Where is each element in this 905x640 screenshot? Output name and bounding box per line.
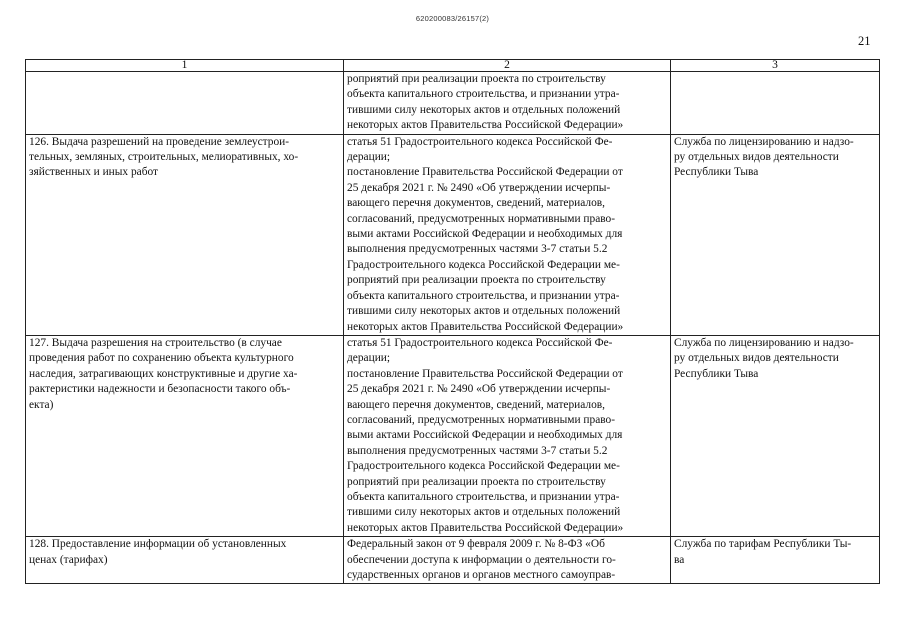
cell-text-line: ру отдельных видов деятельности — [674, 352, 839, 365]
page-number: 21 — [858, 34, 871, 48]
authority-cell — [671, 537, 880, 584]
authority-cell — [671, 335, 880, 536]
cell-text-line: Республики Тыва — [674, 166, 759, 179]
cell-text-line: Служба по тарифам Республики Ты- — [674, 538, 852, 551]
legal-basis-cell — [344, 335, 671, 536]
cell-text-line: выполнения предусмотренных частями 3-7 статьи 5.2 — [347, 444, 608, 457]
service-cell — [26, 537, 344, 584]
column-header-2: 2 — [344, 60, 671, 72]
cell-text-line: статья 51 Градостроительного кодекса Российской Фе- — [347, 135, 613, 148]
cell-text-line: роприятий при реализации проекта по строительству — [347, 73, 606, 85]
cell-text-line: тившими силу некоторых актов и отдельных положений — [347, 506, 621, 519]
cell-text-line: согласований, предусмотренных нормативными право- — [347, 413, 616, 426]
cell-text-line: объекта капитального строительства, и признании утра- — [347, 490, 620, 503]
table-header-row — [26, 60, 880, 72]
cell-text-line: некоторых актов Правительства Российской Федерации» — [347, 119, 624, 132]
cell-text-line: статья 51 Градостроительного кодекса Российской Фе- — [347, 336, 613, 349]
cell-text-line: дерации; — [347, 352, 391, 365]
cell-text-line: зяйственных и иных работ — [29, 166, 159, 179]
cell-text-line: некоторых актов Правительства Российской Федерации» — [347, 320, 624, 333]
cell-text-line: вающего перечня документов, сведений, материалов, — [347, 197, 606, 210]
legal-basis-cell — [344, 134, 671, 335]
cell-text-line: объекта капитального строительства, и признании утра- — [347, 289, 620, 302]
cell-text-line: объекта капитального строительства, и признании утра- — [347, 88, 620, 101]
cell-text-line: проведения работ по сохранению объекта культурного — [29, 352, 294, 365]
column-header-3: 3 — [671, 60, 880, 72]
cell-text-line: некоторых актов Правительства Российской Федерации» — [347, 521, 624, 534]
cell-text-line: Федеральный закон от 9 февраля 2009 г. № 8-ФЗ «Об — [347, 538, 605, 551]
cell-text-line: вающего перечня документов, сведений, материалов, — [347, 398, 606, 411]
cell-text-line: 25 декабря 2021 г. № 2490 «Об утверждении исчерпы- — [347, 383, 611, 396]
column-header-1: 1 — [26, 60, 344, 72]
cell-text-line: роприятий при реализации проекта по строительству — [347, 475, 606, 488]
cell-text-line: выми актами Российской Федерации и необходимых для — [347, 228, 623, 241]
cell-text-line: Градостроительного кодекса Российской Федерации ме- — [347, 258, 620, 271]
table-row — [26, 134, 880, 335]
cell-text-line: выми актами Российской Федерации и необходимых для — [347, 429, 623, 442]
cell-text-line: Градостроительного кодекса Российской Федерации ме- — [347, 460, 620, 473]
service-cell — [26, 134, 344, 335]
authority-cell — [671, 72, 880, 135]
document-code: 620200083/26157(2) — [415, 14, 490, 23]
cell-text-line: 128. Предоставление информации об установленных — [29, 538, 287, 551]
cell-text-line: согласований, предусмотренных нормативными право- — [347, 212, 616, 225]
cell-text-line: ру отдельных видов деятельности — [674, 151, 839, 164]
cell-text-line: 126. Выдача разрешений на проведение землеустрои- — [29, 135, 290, 148]
cell-text-line: обеспечении доступа к информации о деятельности го- — [347, 553, 616, 566]
cell-text-line: выполнения предусмотренных частями 3-7 статьи 5.2 — [347, 243, 608, 256]
services-table — [25, 59, 880, 584]
cell-text-line: сударственных органов и органов местного самоуправ- — [347, 569, 616, 581]
cell-text-line: тившими силу некоторых актов и отдельных положений — [347, 305, 621, 318]
cell-text-line: постановление Правительства Российской Федерации от — [347, 367, 623, 380]
legal-basis-cell — [344, 72, 671, 135]
cell-text-line: тившими силу некоторых актов и отдельных положений — [347, 103, 621, 116]
cell-text-line: тельных, земляных, строительных, мелиоративных, хо- — [29, 151, 299, 164]
table-row — [26, 335, 880, 536]
cell-text-line: Служба по лицензированию и надзо- — [674, 336, 854, 349]
cell-text-line: 127. Выдача разрешения на строительство (в случае — [29, 336, 282, 349]
cell-text-line: ва — [674, 553, 685, 566]
cell-text-line: дерации; — [347, 151, 391, 164]
service-cell — [26, 72, 344, 135]
table-row — [26, 72, 880, 135]
legal-basis-cell — [344, 537, 671, 584]
service-cell — [26, 335, 344, 536]
cell-text-line: ценах (тарифах) — [29, 553, 108, 566]
cell-text-line: Республики Тыва — [674, 367, 759, 380]
table-row — [26, 537, 880, 584]
cell-text-line: 25 декабря 2021 г. № 2490 «Об утверждении исчерпы- — [347, 181, 611, 194]
table-body — [26, 72, 880, 584]
cell-text-line: Служба по лицензированию и надзо- — [674, 135, 854, 148]
cell-text-line: рактеристики надежности и безопасности такого объ- — [29, 383, 291, 396]
cell-text-line: наследия, затрагивающих конструктивные и другие ха- — [29, 367, 298, 380]
authority-cell — [671, 134, 880, 335]
cell-text-line: роприятий при реализации проекта по строительству — [347, 274, 606, 287]
cell-text-line: постановление Правительства Российской Федерации от — [347, 166, 623, 179]
cell-text-line: екта) — [29, 398, 54, 411]
